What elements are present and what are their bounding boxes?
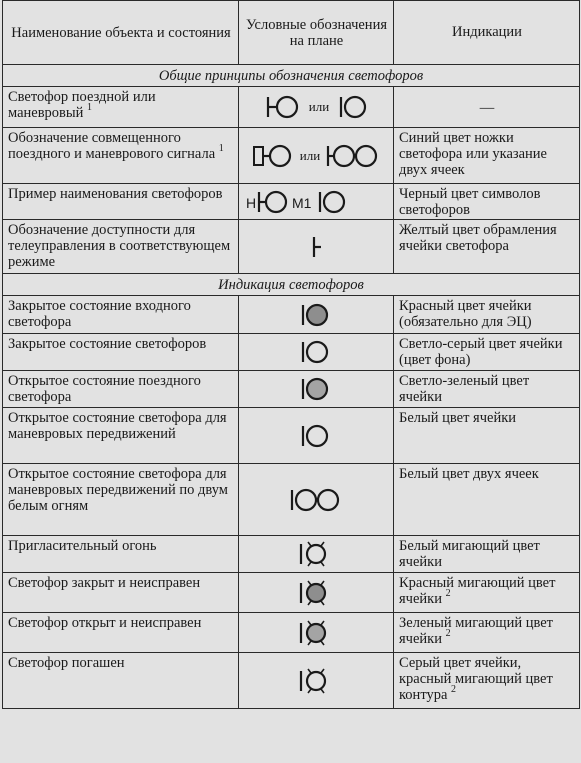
train-signal-icon	[262, 93, 302, 121]
signal-red-cell-icon	[298, 301, 334, 329]
row-name: Светофор поездной или маневровый $^1$	[3, 87, 239, 128]
row-name: Обозначение совмещенного поездного и маневрового сигнала $^1$	[3, 128, 239, 184]
row-symbol	[239, 184, 394, 220]
row-indication: Синий цвет ножки светофора или указание двух ячеек	[394, 128, 580, 184]
invitation-signal-icon	[296, 539, 336, 569]
signal-name-right: М1	[292, 194, 312, 211]
row-symbol	[239, 408, 394, 464]
combined-signal-box-icon	[251, 142, 295, 170]
row-indication: Светло-серый цвет ячейки (цвет фона)	[394, 334, 580, 371]
row-indication: Желтый цвет обрамления ячейки светофора	[394, 220, 580, 274]
row-symbol	[239, 128, 394, 184]
row-name: Пригласительный огонь	[3, 536, 239, 573]
row-symbol	[239, 536, 394, 573]
signal-name-left: Н	[246, 194, 257, 211]
row-name: Обозначение доступности для телеуправления в соответствующем режиме	[3, 220, 239, 274]
row-name: Открытое состояние поездного светофора	[3, 371, 239, 408]
signal-two-white-cells-icon	[287, 486, 345, 514]
section-row-indication	[3, 274, 580, 296]
row-indication: Красный мигающий цвет ячейки $^2$	[394, 573, 580, 613]
table-row	[3, 87, 580, 128]
row-symbol	[239, 334, 394, 371]
row-symbol	[239, 573, 394, 613]
table-row	[3, 464, 580, 536]
or-word: или	[299, 147, 321, 163]
row-name: Открытое состояние светофора для маневровых передвижений по двум белым огням	[3, 464, 239, 536]
row-indication: Черный цвет символов светофоров	[394, 184, 580, 220]
table-row	[3, 371, 580, 408]
row-name: Открытое состояние светофора для маневровых передвижений	[3, 408, 239, 464]
table-row	[3, 128, 580, 184]
row-symbol	[239, 296, 394, 334]
table-row	[3, 573, 580, 613]
section-title-general: Общие принципы обозначения светофоров	[3, 65, 580, 87]
signal-green-cell-icon	[298, 375, 334, 403]
table-row	[3, 184, 580, 220]
row-indication: Белый цвет двух ячеек	[394, 464, 580, 536]
signal-legend-table	[2, 0, 580, 709]
row-indication: Светло-зеленый цвет ячейки	[394, 371, 580, 408]
header-plan-symbol: Условные обозначения на плане	[239, 1, 394, 65]
telecontrol-mark-icon	[306, 233, 326, 261]
row-indication: Белый мигающий цвет ячейки	[394, 536, 580, 573]
section-title-indication: Индикация светофоров	[3, 274, 580, 296]
table-row	[3, 653, 580, 709]
table-row	[3, 334, 580, 371]
signal-closed-icon	[298, 338, 334, 366]
row-name: Закрытое состояние светофоров	[3, 334, 239, 371]
row-symbol	[239, 464, 394, 536]
signal-white-cell-icon	[298, 422, 334, 450]
row-indication: Белый цвет ячейки	[394, 408, 580, 464]
table-header-row	[3, 1, 580, 65]
table-row	[3, 613, 580, 653]
or-word: или	[308, 99, 330, 114]
row-indication: Зеленый мигающий цвет ячейки $^2$	[394, 613, 580, 653]
table-row	[3, 536, 580, 573]
signal-naming-example-icon	[246, 188, 386, 216]
row-symbol	[239, 613, 394, 653]
row-indication: Красный цвет ячейки (обязательно для ЭЦ)	[394, 296, 580, 334]
row-name: Пример наименования светофоров	[3, 184, 239, 220]
row-indication: —	[394, 87, 580, 128]
signal-off-icon	[296, 666, 336, 696]
row-indication: Серый цвет ячейки, красный мигающий цвет контура $^2$	[394, 653, 580, 709]
header-indication: Индикации	[394, 1, 580, 65]
shunting-signal-icon	[336, 93, 370, 121]
row-name: Закрытое состояние входного светофора	[3, 296, 239, 334]
table-row	[3, 296, 580, 334]
signal-green-flashing-icon	[296, 618, 336, 648]
row-symbol	[239, 220, 394, 274]
table-row	[3, 408, 580, 464]
header-object-name: Наименование объекта и состояния	[3, 1, 239, 65]
row-name: Светофор закрыт и неисправен	[3, 573, 239, 613]
row-name: Светофор погашен	[3, 653, 239, 709]
two-cell-signal-icon	[325, 142, 381, 170]
row-symbol	[239, 653, 394, 709]
table-row	[3, 220, 580, 274]
signal-red-flashing-icon	[296, 578, 336, 608]
row-symbol	[239, 371, 394, 408]
row-name: Светофор открыт и неисправен	[3, 613, 239, 653]
section-row-general	[3, 65, 580, 87]
row-symbol	[239, 87, 394, 128]
